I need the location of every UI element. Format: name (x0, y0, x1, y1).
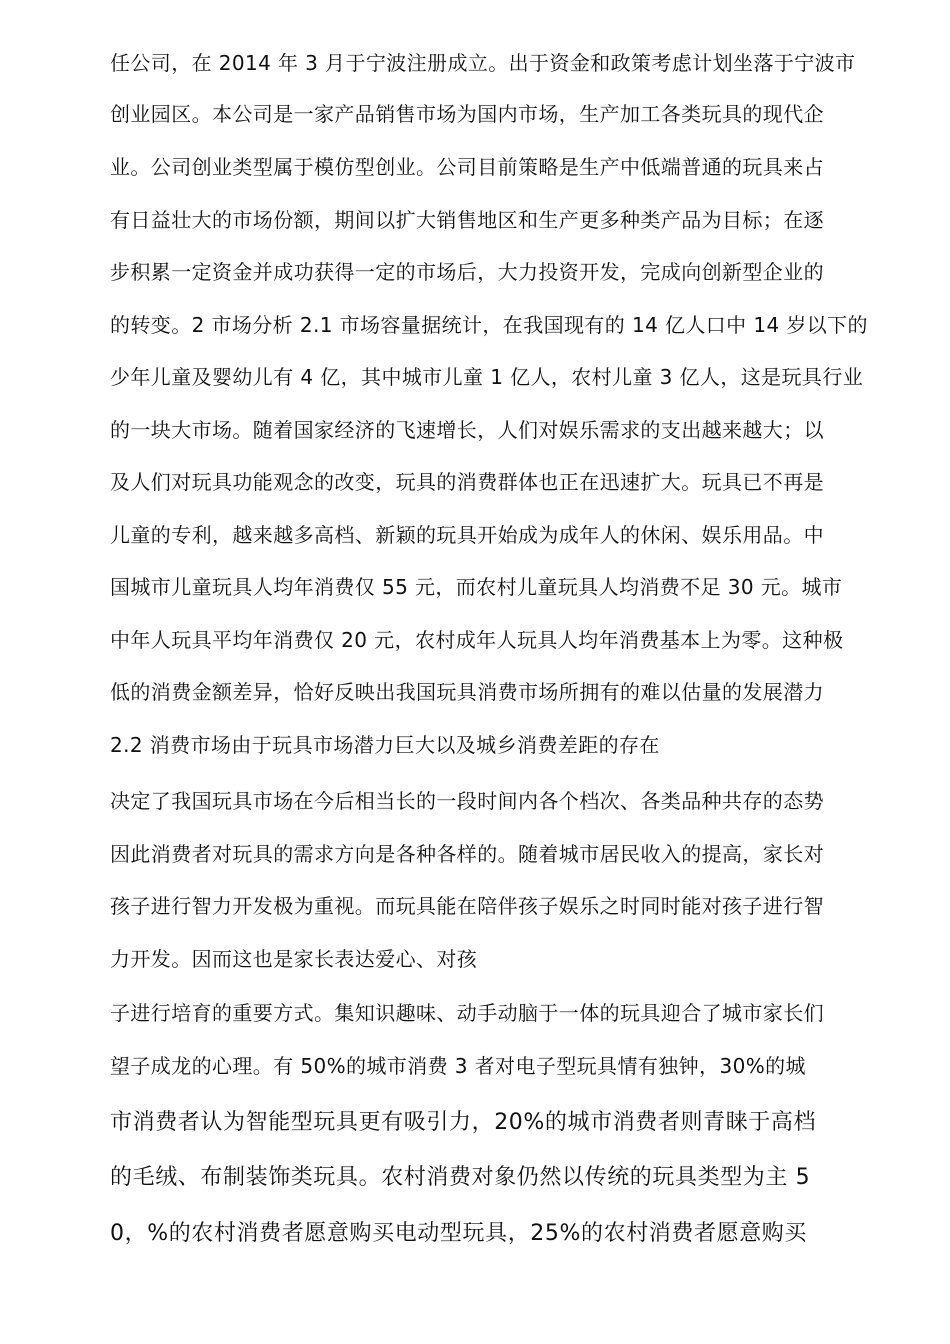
text-line: 少年儿童及婴幼儿有 4 亿，其中城市儿童 1 亿人，农村儿童 3 亿人，这是玩具行业 (110, 365, 864, 389)
text-line: 低的消费金额差异，恰好反映出我国玩具消费市场所拥有的难以估量的发展潜力 (110, 680, 824, 704)
text-line: 创业园区。本公司是一家产品销售市场为国内市场，生产加工各类玩具的现代企 (110, 102, 824, 126)
text-line: 任公司，在 2014 年 3 月于宁波注册成立。出于资金和政策考虑计划坐落于宁波市 (110, 51, 856, 75)
text-line: 市消费者认为智能型玩具更有吸引力，20%的城市消费者则青睐于高档 (110, 1110, 817, 1135)
text-line: 有日益壮大的市场份额，期间以扩大销售地区和生产更多种类产品为目标；在逐 (110, 208, 824, 232)
text-line: 的一块大市场。随着国家经济的飞速增长，人们对娱乐需求的支出越来越大；以 (110, 418, 824, 442)
text-line: 孩子进行智力开发极为重视。而玩具能在陪伴孩子娱乐之时同时能对孩子进行智 (110, 894, 824, 918)
text-line: 国城市儿童玩具人均年消费仅 55 元，而农村儿童玩具人均消费不足 30 元。城市 (110, 575, 843, 599)
text-line: 的毛绒、布制装饰类玩具。农村消费对象仍然以传统的玩具类型为主 5 (110, 1165, 811, 1190)
text-line: 因此消费者对玩具的需求方向是各种各样的。随着城市居民收入的提高，家长对 (110, 842, 824, 866)
text-line: 决定了我国玩具市场在今后相当长的一段时间内各个档次、各类品种共存的态势 (110, 789, 824, 813)
text-line: 业。公司创业类型属于模仿型创业。公司目前策略是生产中低端普通的玩具来占 (110, 155, 824, 179)
text-line: 望子成龙的心理。有 50%的城市消费 3 者对电子型玩具情有独钟，30%的城 (110, 1054, 806, 1078)
text-line: 儿童的专利，越来越多高档、新颖的玩具开始成为成年人的休闲、娱乐用品。中 (110, 523, 824, 547)
text-line: 及人们对玩具功能观念的改变，玩具的消费群体也正在迅速扩大。玩具已不再是 (110, 470, 824, 494)
text-line: 力开发。因而这也是家长表达爱心、对孩 (110, 947, 478, 971)
text-line: 0，%的农村消费者愿意购买电动型玩具，25%的农村消费者愿意购买 (110, 1221, 808, 1246)
text-line: 中年人玩具平均年消费仅 20 元，农村成年人玩具人均年消费基本上为零。这种极 (110, 628, 844, 652)
section-heading: 2.2 消费市场由于玩具市场潜力巨大以及城乡消费差距的存在 (110, 733, 660, 757)
text-line: 的转变。2 市场分析 2.1 市场容量据统计，在我国现有的 14 亿人口中 14 岁以下的 (110, 313, 868, 337)
text-line: 子进行培育的重要方式。集知识趣味、动手动脑于一体的玩具迎合了城市家长们 (110, 1001, 824, 1025)
text-line: 步积累一定资金并成功获得一定的市场后，大力投资开发，完成向创新型企业的 (110, 260, 824, 284)
